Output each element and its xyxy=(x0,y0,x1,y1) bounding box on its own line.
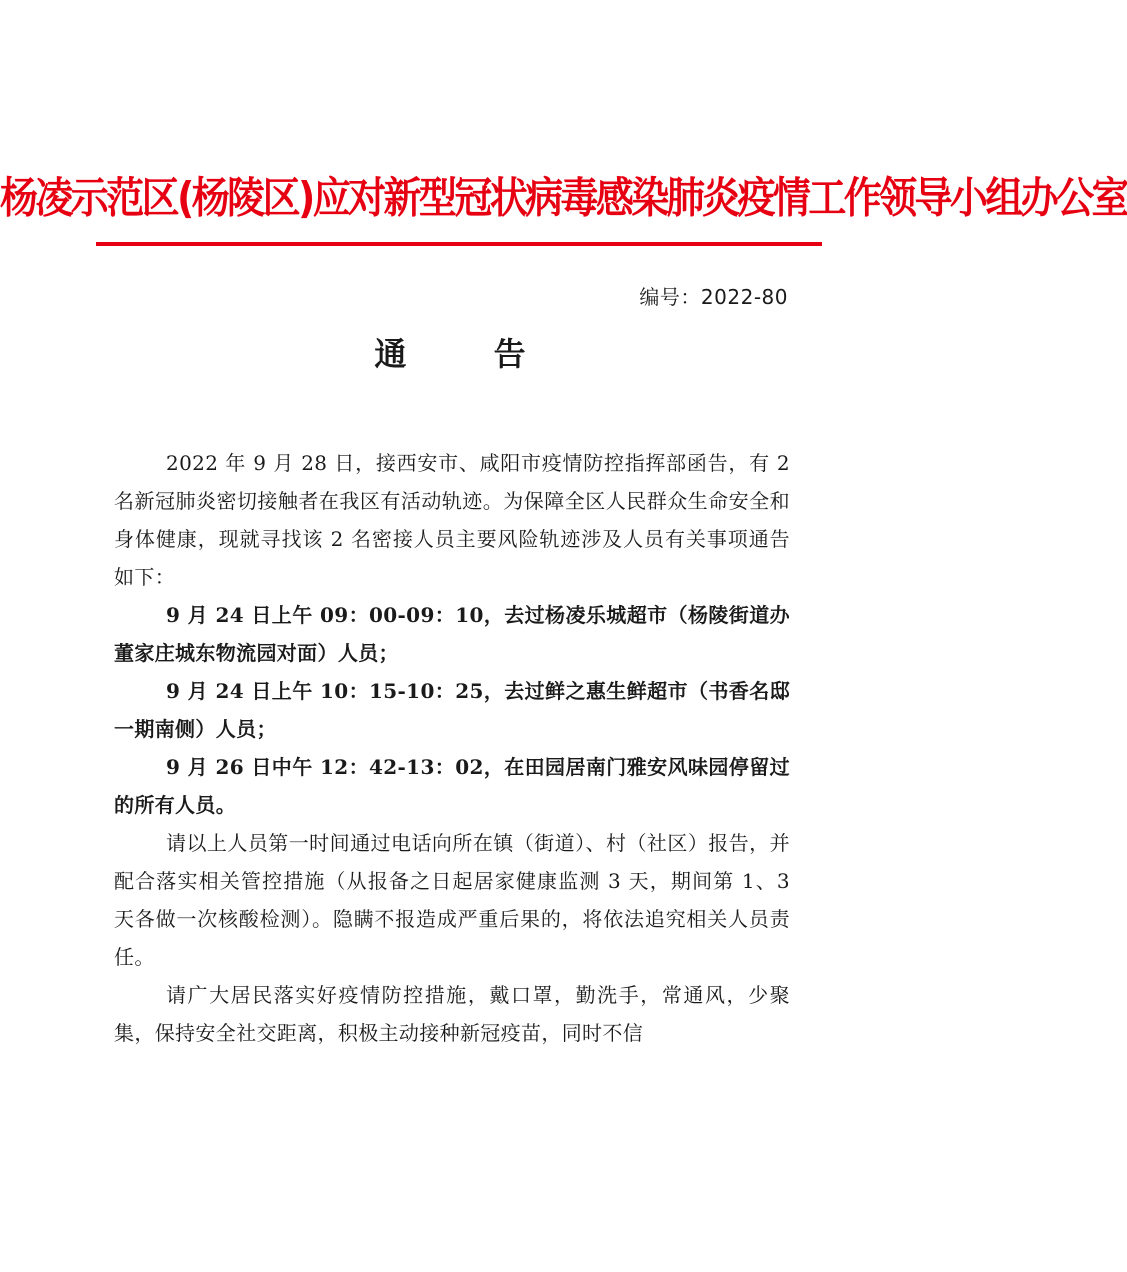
paragraph-location-2: 9 月 24 日上午 10：15-10：25，去过鲜之惠生鲜超市（书香名邸一期南侧）人员； xyxy=(114,679,790,741)
paragraph-prevention-advice: 请广大居民落实好疫情防控措施，戴口罩，勤洗手，常通风，少聚集，保持安全社交距离，积极主动接种新冠疫苗，同时不信 xyxy=(114,983,790,1045)
document-number: 编号：2022-80 xyxy=(639,285,788,309)
notice-body xyxy=(114,444,790,1052)
paragraph-reporting-instructions: 请以上人员第一时间通过电话向所在镇（街道）、村（社区）报告，并配合落实相关管控措施（从报备之日起居家健康监测 3 天，期间第 1、3 天各做一次核酸检测）。隐瞒不报造成严重后果的，将依法追究相关人员责任。 xyxy=(114,831,790,969)
paragraph-location-3: 9 月 26 日中午 12：42-13：02，在田园居南门雅安风味园停留过的所有人员。 xyxy=(114,755,790,817)
document-title: 通 告 xyxy=(374,335,564,373)
paragraph-intro: 2022 年 9 月 28 日，接西安市、咸阳市疫情防控指挥部函告，有 2 名新冠肺炎密切接触者在我区有活动轨迹。为保障全区人民群众生命安全和身体健康，现就寻找该 2 名密接人员主要风险轨迹涉及人员有关事项通告如下： xyxy=(114,451,790,589)
issuing-organization: 杨凌示范区(杨陵区)应对新型冠状病毒感染肺炎疫情工作领导小组办公室 xyxy=(0,173,1127,223)
paragraph-location-1: 9 月 24 日上午 09：00-09：10，去过杨凌乐城超市（杨陵街道办董家庄城东物流园对面）人员； xyxy=(114,603,790,665)
red-header-rule xyxy=(96,242,822,246)
